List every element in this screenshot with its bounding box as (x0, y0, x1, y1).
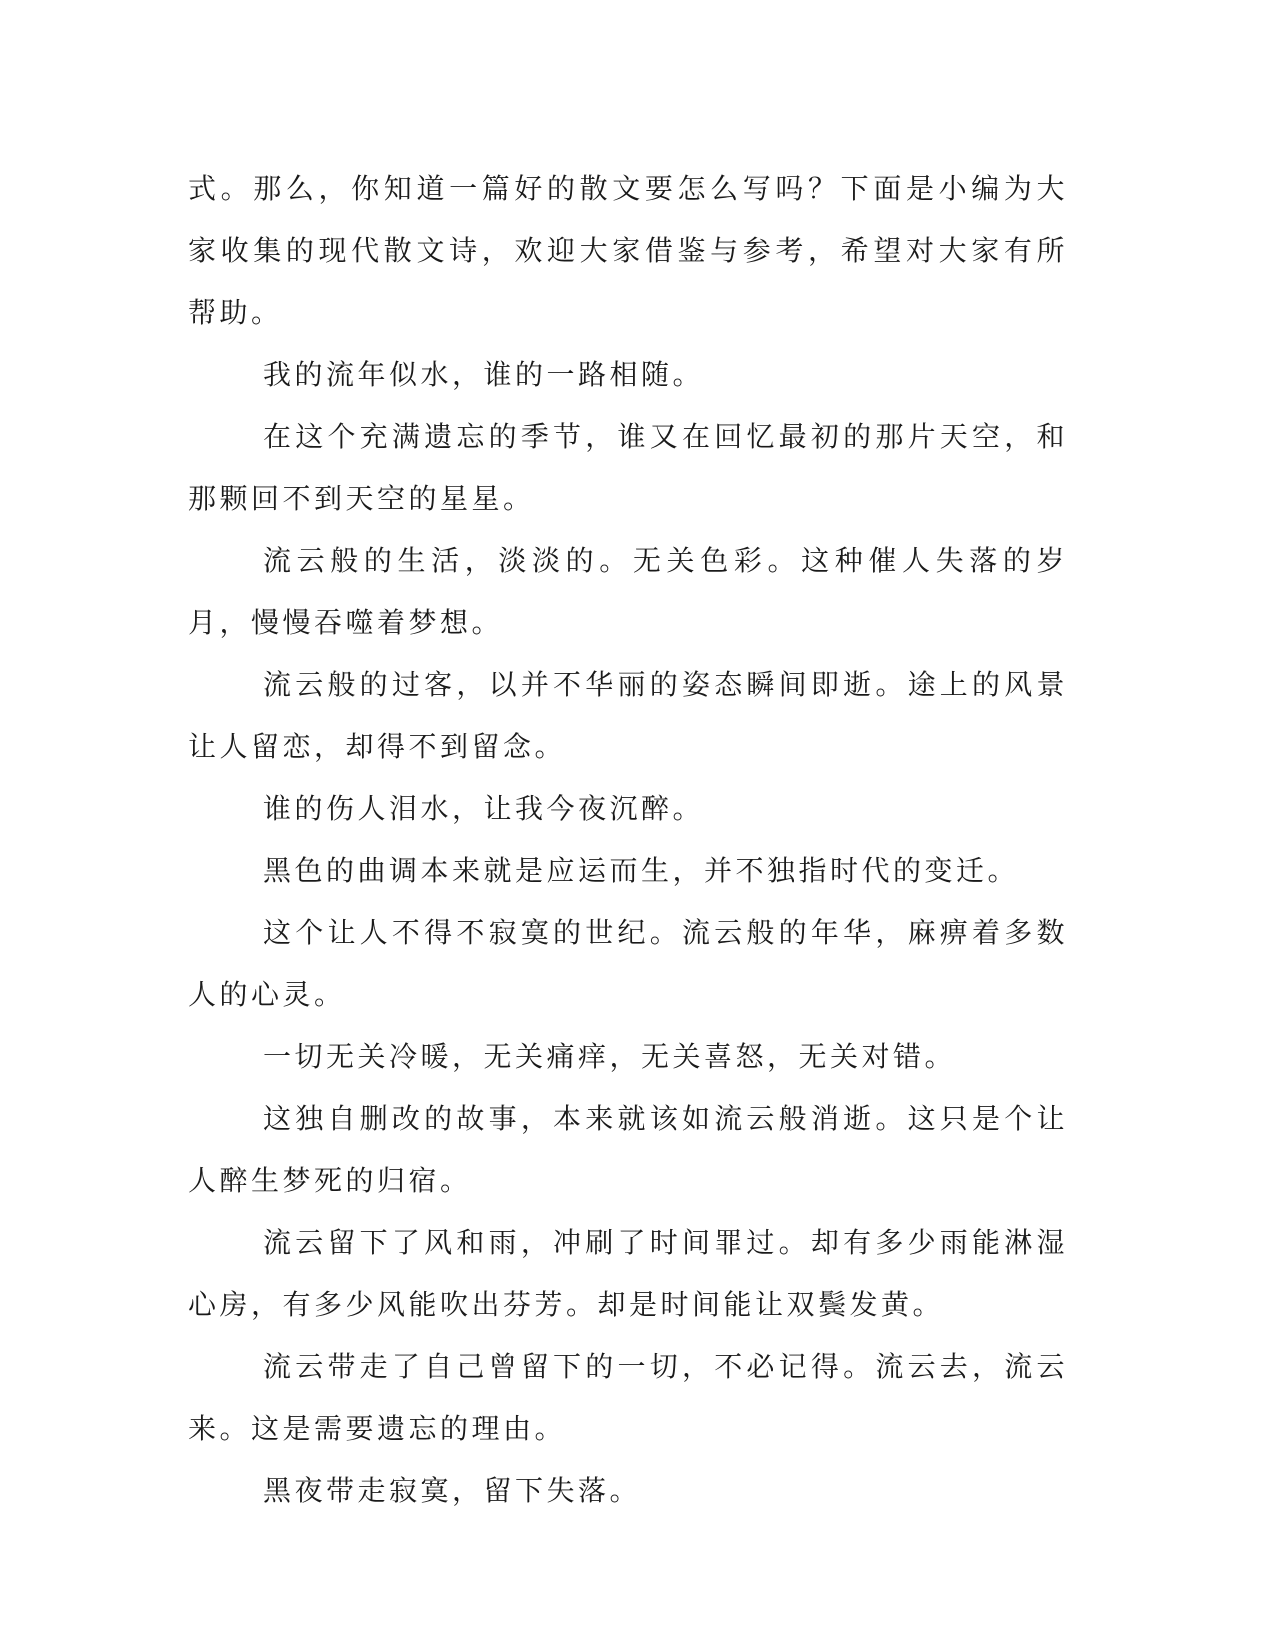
paragraph: 我的流年似水，谁的一路相随。 (263, 358, 705, 391)
paragraph: 黑夜带走寂寞，留下失落。 (263, 1474, 642, 1507)
paragraph: 一切无关冷暖，无关痛痒，无关喜怒，无关对错。 (263, 1040, 957, 1073)
paragraph: 在这个充满遗忘的季节，谁又在回忆最初的那片天空，和那颗回不到天空的星星。 (188, 420, 1068, 515)
paragraph: 谁的伤人泪水，让我今夜沉醉。 (263, 792, 705, 825)
paragraph: 这独自删改的故事，本来就该如流云般消逝。这只是个让人醉生梦死的归宿。 (188, 1102, 1068, 1197)
paragraph: 黑色的曲调本来就是应运而生，并不独指时代的变迁。 (263, 854, 1020, 887)
paragraph: 流云留下了风和雨，冲刷了时间罪过。却有多少雨能淋湿心房，有多少风能吹出芬芳。却是时间能让双鬓发黄。 (188, 1226, 1068, 1321)
paragraph: 流云般的生活，淡淡的。无关色彩。这种催人失落的岁月，慢慢吞噬着梦想。 (188, 544, 1068, 639)
body-text (188, 158, 1068, 1522)
paragraph: 流云带走了自己曾留下的一切，不必记得。流云去，流云来。这是需要遗忘的理由。 (188, 1350, 1068, 1445)
paragraph: 式。那么，你知道一篇好的散文要怎么写吗？下面是小编为大家收集的现代散文诗，欢迎大家借鉴与参考，希望对大家有所帮助。 (188, 172, 1068, 329)
paragraph: 流云般的过客，以并不华丽的姿态瞬间即逝。途上的风景让人留恋，却得不到留念。 (188, 668, 1068, 763)
paragraph: 这个让人不得不寂寞的世纪。流云般的年华，麻痹着多数人的心灵。 (188, 916, 1068, 1011)
